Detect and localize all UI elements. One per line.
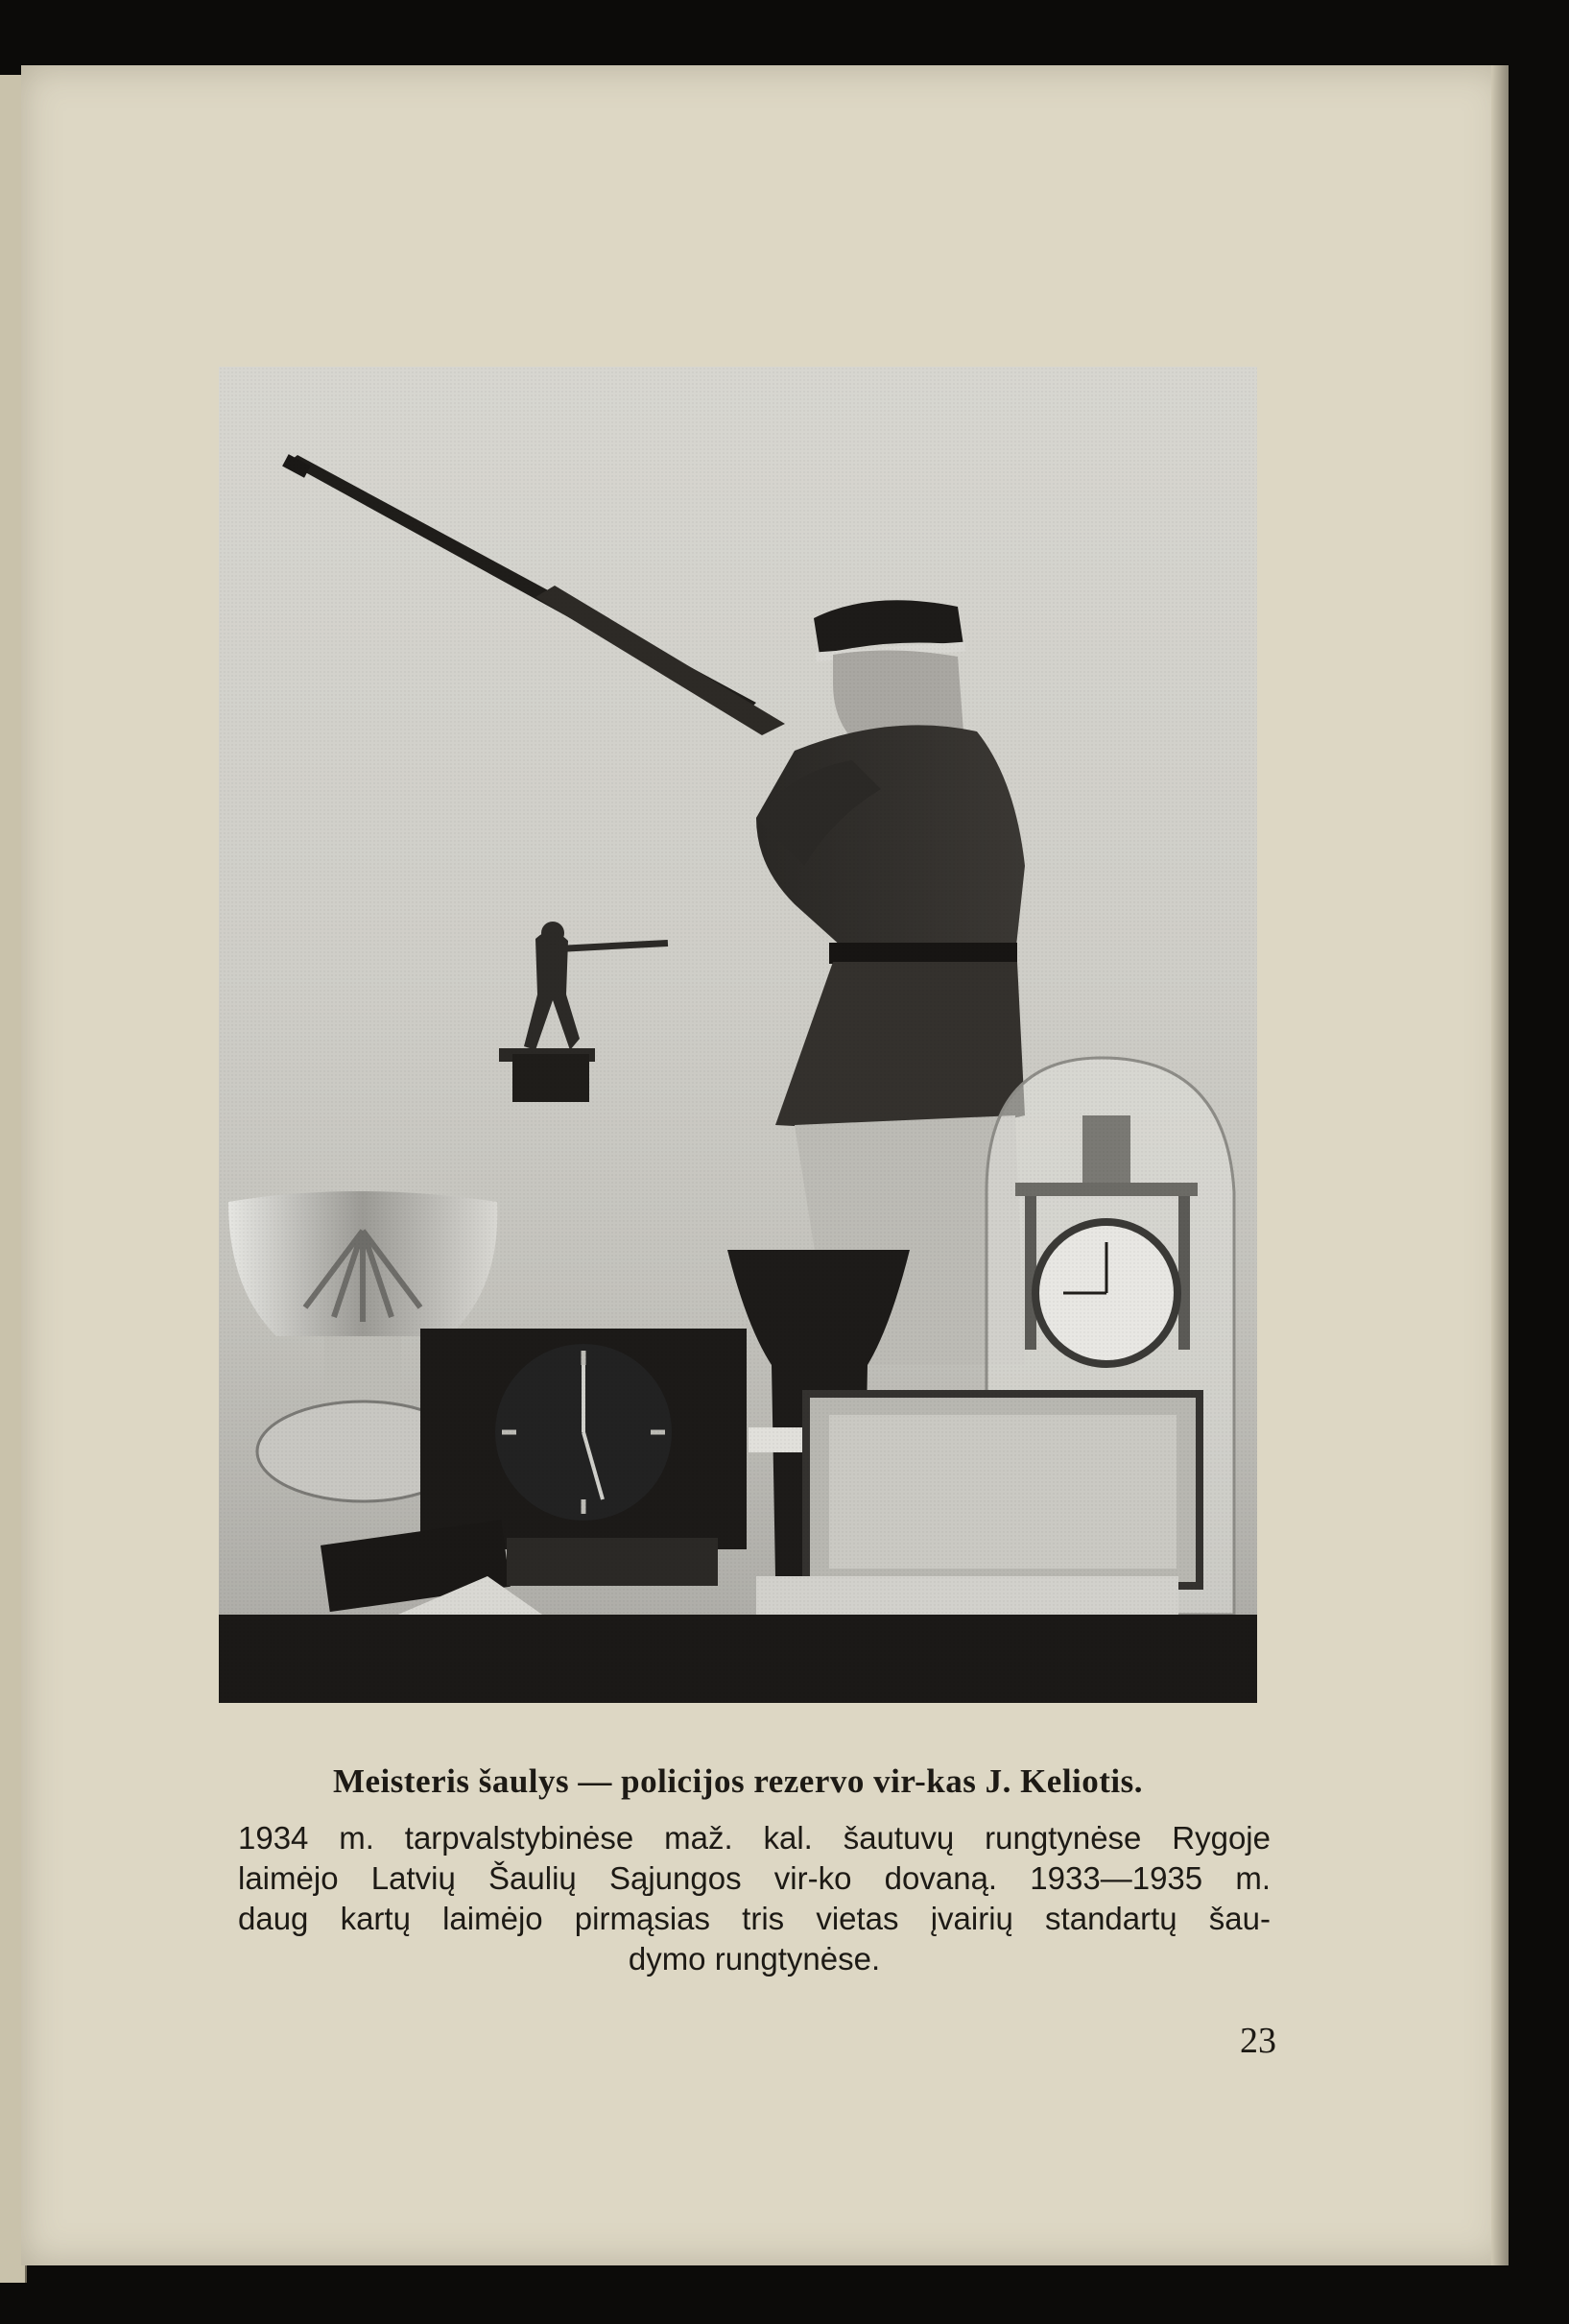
caption-body xyxy=(238,1818,1271,1979)
caption-line: 1934 m. tarpvalstybinėse maž. kal. šautuvų rungtynėse Rygoje xyxy=(238,1820,1271,1856)
caption-line: dymo rungtynėse. xyxy=(628,1941,881,1977)
caption-title: Meisteris šaulys — policijos rezervo vir-kas J. Keliotis. xyxy=(332,1762,1144,1800)
halftone-texture xyxy=(219,367,1257,1703)
page-number: 23 xyxy=(1240,2021,1276,2061)
halftone-photograph xyxy=(219,367,1257,1703)
caption-line: daug kartų laimėjo pirmąsias tris vietas įvairių standartų šau- xyxy=(238,1901,1271,1936)
page-right-edge xyxy=(1491,65,1509,2265)
photo-illustration xyxy=(219,367,1257,1703)
caption-line: laimėjo Latvių Šaulių Sąjungos vir-ko dovaną. 1933—1935 m. xyxy=(238,1860,1271,1896)
